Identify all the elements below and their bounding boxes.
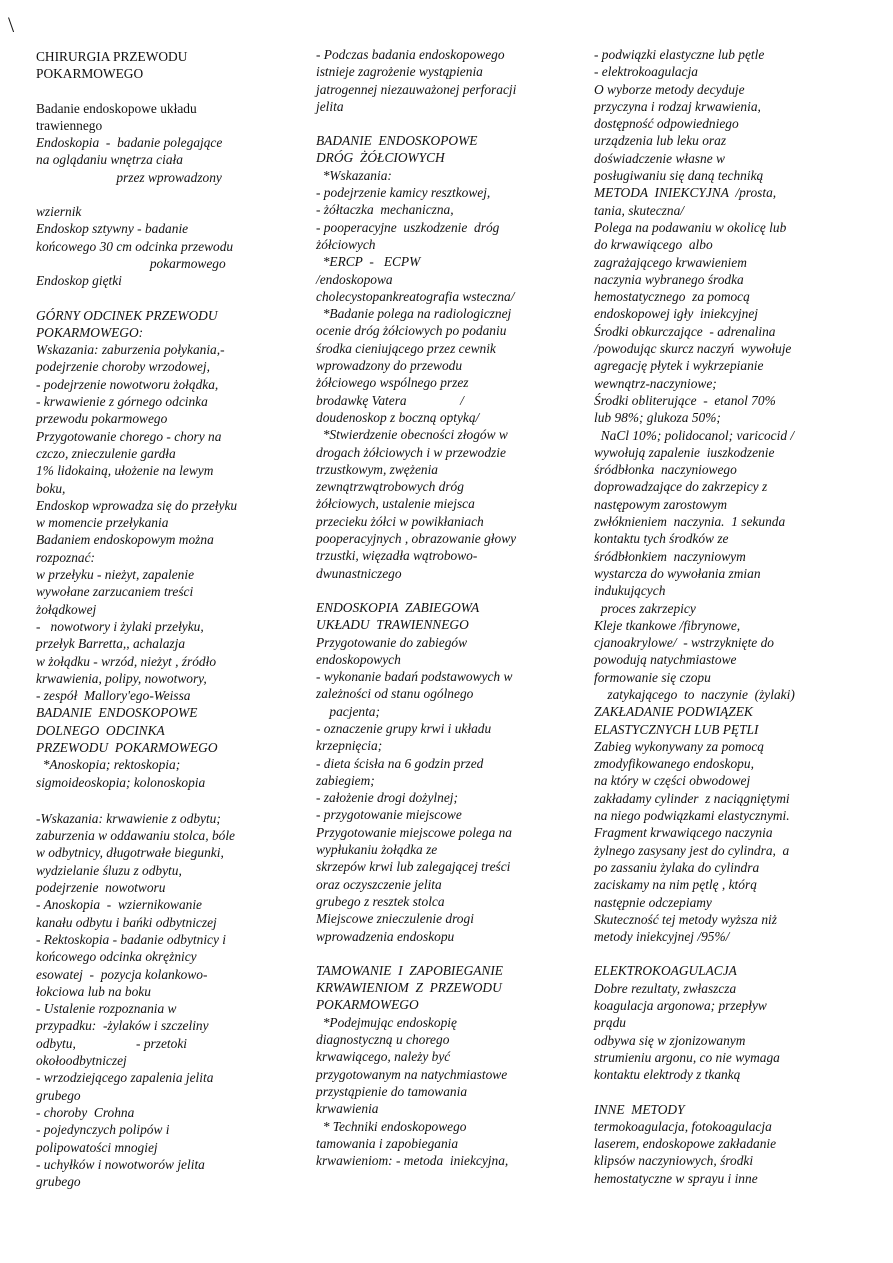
text-line: wydzielanie śluzu z odbytu, xyxy=(36,862,182,878)
text-line: grubego xyxy=(36,1087,81,1103)
text-line: zakładamy cylinder z naciągniętymi xyxy=(594,790,790,806)
page-mark: \ xyxy=(8,12,15,37)
text-line: kontaktu tych środków ze xyxy=(594,531,729,547)
text-line: Przygotowanie do zabiegów xyxy=(316,634,468,650)
text-line: żółciowych, ustalenie miejsca xyxy=(316,496,475,512)
text-line: w odbytnicy, długotrwałe biegunki, xyxy=(36,845,224,861)
text-line: strumieniu argonu, co nie wymaga xyxy=(594,1049,780,1065)
text-line xyxy=(594,945,866,962)
text-line: - wykonanie badań podstawowych w xyxy=(316,669,513,685)
text-line xyxy=(36,186,286,203)
text-line: cjanoakrylowe/ - wstrzyknięte do xyxy=(594,635,774,651)
text-line: - krwawienie z górnego odcinka xyxy=(36,394,208,410)
text-line xyxy=(36,290,286,307)
text-line: Środki obkurczające - adrenalina xyxy=(594,323,776,339)
text-line: ocenie dróg żółciowych po podaniu xyxy=(316,323,507,339)
text-line: prądu xyxy=(594,1015,626,1031)
text-line: UKŁADU TRAWIENNEGO xyxy=(316,617,469,633)
text-column-1 xyxy=(36,48,286,1190)
text-line: NaCl 10%; polidocanol; varicocid / xyxy=(594,427,795,443)
text-line: zmodyfikowanego endoskopu, xyxy=(594,756,754,772)
text-line: TAMOWANIE I ZAPOBIEGANIE xyxy=(316,962,503,978)
text-line: sigmoideoskopia; kolonoskopia xyxy=(36,774,206,790)
text-line: DOLNEGO ODCINKA xyxy=(36,722,165,738)
text-line xyxy=(36,791,286,810)
text-line: Endoskop wprowadza się do przełyku xyxy=(36,497,238,513)
text-line: krwawiącego, należy być xyxy=(316,1049,451,1065)
text-line: przypadku: -żylaków i szczeliny xyxy=(36,1018,209,1034)
text-line: - nowotwory i żylaki przełyku, xyxy=(36,618,204,634)
text-line: Endoskop giętki xyxy=(36,273,122,289)
text-line: - podejrzenie kamicy resztkowej, xyxy=(316,185,491,201)
text-line: istnieje zagrożenie wystąpienia xyxy=(316,64,483,80)
text-line: przygotowanym na natychmiastowe xyxy=(316,1066,508,1082)
text-line: Miejscowe znieczulenie drogi xyxy=(316,911,474,927)
text-line: na który w części obwodowej xyxy=(594,773,751,789)
text-line: ELASTYCZNYCH LUB PĘTLI xyxy=(594,721,759,737)
text-line: końcowego odcinka okrężnicy xyxy=(36,949,197,965)
text-line: wywołują zapalenie iuszkodzenie xyxy=(594,444,775,460)
text-line: - elektrokoagulacja xyxy=(594,64,698,80)
text-line: Kleje tkankowe /fibrynowe, xyxy=(594,617,741,633)
text-line: lub 98%; glukoza 50%; xyxy=(594,410,721,426)
text-line: - Rektoskopia - badanie odbytnicy i xyxy=(36,931,227,947)
text-line: środka cieniującego przez cewnik xyxy=(316,340,496,356)
text-line: zatykającego to naczynie (żylaki) xyxy=(594,686,795,702)
text-line: drogach żółciowych i w przewodzie xyxy=(316,444,506,460)
text-line: pokarmowego xyxy=(36,255,226,271)
text-line: doświadczenie własne w xyxy=(594,150,725,166)
text-line: dostępność odpowiedniego xyxy=(594,116,739,132)
text-line: diagnostyczną u chorego xyxy=(316,1032,450,1048)
text-line: wewnątrz-naczyniowe; xyxy=(594,375,717,391)
text-line: Przygotowanie chorego - chory na xyxy=(36,428,222,444)
text-line: - założenie drogi dożylnej; xyxy=(316,790,458,806)
text-line: O wyborze metody decyduje xyxy=(594,81,745,97)
text-line: BADANIE ENDOSKOPOWE xyxy=(36,705,198,721)
text-line: agregację płytek i wykrzepianie xyxy=(594,358,764,374)
text-line: 1% lidokainą, ułożenie na lewym xyxy=(36,463,214,479)
text-line: brodawkę Vatera / xyxy=(316,392,464,408)
text-line: hemostatycznego za pomocą xyxy=(594,289,750,305)
text-line: - uchyłków i nowotworów jelita xyxy=(36,1156,205,1172)
text-line: - Ustalenie rozpoznania w xyxy=(36,1001,177,1017)
text-line: metody iniekcyjnej /95%/ xyxy=(594,929,730,945)
text-line: PRZEWODU POKARMOWEGO xyxy=(36,739,218,755)
text-line: Skuteczność tej metody wyższa niż xyxy=(594,911,777,927)
text-line: *Anoskopia; rektoskopia; xyxy=(36,757,181,773)
text-line xyxy=(594,1084,866,1101)
text-line: ELEKTROKOAGULACJA xyxy=(594,963,737,979)
text-line: Badanie endoskopowe układu xyxy=(36,100,197,116)
text-line: kanału odbytu i bańki odbytniczej xyxy=(36,914,217,930)
text-line: grubego z resztek stolca xyxy=(316,893,445,909)
text-line: następowym zarostowym xyxy=(594,496,728,512)
text-line: tamowania i zapobiegania xyxy=(316,1135,459,1151)
text-line: GÓRNY ODCINEK PRZEWODU xyxy=(36,307,218,323)
text-line: * Techniki endoskopowego xyxy=(316,1118,467,1134)
text-line: urządzenia lub leku oraz xyxy=(594,133,727,149)
text-line: w momencie przełykania xyxy=(36,515,169,531)
text-line: przecieku żółci w powikłaniach xyxy=(316,513,484,529)
text-line: końcowego 30 cm odcinka przewodu xyxy=(36,238,234,254)
text-line: wystarcza do wywołania zmian xyxy=(594,565,761,581)
text-line: - zespół Mallory'ego-Weissa xyxy=(36,688,191,704)
text-line: Zabieg wykonywany za pomocą xyxy=(594,738,764,754)
text-line: okołoodbytniczej xyxy=(36,1053,127,1069)
text-line: endoskopowych xyxy=(316,651,401,667)
text-line: Środki obliterujące - etanol 70% xyxy=(594,392,776,408)
text-line: *Badanie polega na radiologicznej xyxy=(316,306,512,322)
text-line: łokciowa lub na boku xyxy=(36,983,151,999)
text-line: jatrogennej niezauważonej perforacji xyxy=(316,81,517,97)
text-line: dwunastniczego xyxy=(316,565,402,581)
text-line: - dieta ścisła na 6 godzin przed xyxy=(316,755,484,771)
text-line: przewodu pokarmowego xyxy=(36,411,168,427)
text-line: INNE METODY xyxy=(594,1101,685,1117)
text-line: DRÓG ŻÓŁCIOWYCH xyxy=(316,150,445,166)
text-line: termokoagulacja, fotokoagulacja xyxy=(594,1118,772,1134)
text-line: trzustkowym, zwężenia xyxy=(316,461,438,477)
text-line: POKARMOWEGO xyxy=(316,997,419,1013)
text-line: - Podczas badania endoskopowego xyxy=(316,47,505,62)
text-line: kontaktu elektrody z tkanką xyxy=(594,1067,741,1083)
text-line: - podejrzenie nowotworu żołądka, xyxy=(36,376,219,392)
text-line: zwłóknieniem naczynia. 1 sekunda xyxy=(594,514,786,530)
text-line: podejrzenie choroby wrzodowej, xyxy=(36,359,210,375)
text-line: POKARMOWEGO: xyxy=(36,324,144,340)
text-line: zaciskamy na nim pętlę , którą xyxy=(594,877,757,893)
text-line: wziernik xyxy=(36,204,82,220)
text-line: cholecystopankreatografia wsteczna/ xyxy=(316,288,515,304)
text-line: boku, xyxy=(36,480,66,496)
text-line: *Stwierdzenie obecności złogów w xyxy=(316,427,508,443)
text-line: klipsów naczyniowych, środki xyxy=(594,1153,754,1169)
text-line: CHIRURGIA PRZEWODU xyxy=(36,49,188,64)
text-line: -Wskazania: krwawienie z odbytu; xyxy=(36,810,221,826)
text-line: żółciowych xyxy=(316,236,376,252)
text-line: zewnątrzwątrobowych dróg xyxy=(316,479,464,495)
text-line: do krwawiącego albo xyxy=(594,237,713,253)
text-line: ENDOSKOPIA ZABIEGOWA xyxy=(316,599,480,615)
text-line: tania, skuteczna/ xyxy=(594,202,685,218)
text-line: - wrzodziejącego zapalenia jelita xyxy=(36,1070,214,1086)
text-line: Endoskop sztywny - badanie xyxy=(36,221,189,237)
text-line: trawiennego xyxy=(36,117,103,133)
text-line: krzepnięcia; xyxy=(316,738,383,754)
text-line: doprowadzające do zakrzepicy z xyxy=(594,479,768,495)
text-line: zaburzenia w oddawaniu stolca, bóle xyxy=(36,828,236,844)
text-line: /endoskopowa xyxy=(316,271,393,287)
text-line: polipowatości mnogiej xyxy=(36,1139,158,1155)
text-line: trzustki, więzadła wątrobowo- xyxy=(316,548,478,564)
text-line: rozpoznać: xyxy=(36,549,96,565)
text-line: *ERCP - ECPW xyxy=(316,254,421,270)
text-line: Wskazania: zaburzenia połykania,- xyxy=(36,342,225,358)
text-line: na oglądaniu wnętrza ciała xyxy=(36,152,183,168)
text-line: Fragment krwawiącego naczynia xyxy=(594,825,773,841)
text-line: przez wprowadzony xyxy=(36,169,222,185)
text-line: doudenoskop z boczną optyką/ xyxy=(316,409,480,425)
text-line xyxy=(316,582,576,599)
text-line: esowatej - pozycja kolankowo- xyxy=(36,966,208,982)
text-line: - żółtaczka mechaniczna, xyxy=(316,202,454,218)
text-line: *Podejmując endoskopię xyxy=(316,1014,457,1030)
text-line: żylnego zasysany jest do cylindra, a xyxy=(594,842,790,858)
text-line: posługiwaniu się daną techniką xyxy=(594,168,764,184)
text-line: koagulacja argonowa; przepływ xyxy=(594,998,767,1014)
text-line: zabiegiem; xyxy=(316,772,375,788)
text-line: laserem, endoskopowe zakładanie xyxy=(594,1136,777,1152)
text-line: Polega na podawaniu w okolicę lub xyxy=(594,219,787,235)
text-line: wypłukaniu żołądka ze xyxy=(316,842,438,858)
text-line: przełyk Barretta,, achalazja xyxy=(36,636,186,652)
text-line: - choroby Crohna xyxy=(36,1104,135,1120)
text-line: Dobre rezultaty, zwłaszcza xyxy=(594,980,737,996)
text-line: - podwiązki elastyczne lub pętle xyxy=(594,47,765,62)
text-line: krwawieniom: - metoda iniekcyjna, xyxy=(316,1153,509,1169)
text-line: indukujących xyxy=(594,583,666,599)
text-column-2 xyxy=(316,46,576,1169)
text-line: wprowadzony do przewodu xyxy=(316,358,463,374)
text-line: POKARMOWEGO xyxy=(36,66,144,82)
text-line: pacjenta; xyxy=(316,703,380,719)
text-line: - oznaczenie grupy krwi i układu xyxy=(316,720,492,736)
text-line: hemostatyczne w sprayu i inne xyxy=(594,1170,758,1186)
text-line: - pojedynczych polipów i xyxy=(36,1122,170,1138)
text-line: ZAKŁADANIE PODWIĄZEK xyxy=(594,704,753,720)
text-line: wywołane zarzucaniem treści xyxy=(36,584,194,600)
text-line: na niego podwiązkami elastycznymi. xyxy=(594,808,790,824)
text-line: wprowadzenia endoskopu xyxy=(316,928,455,944)
text-line xyxy=(316,115,576,132)
text-line: KRWAWIENIOM Z PRZEWODU xyxy=(316,980,502,996)
text-line: krwawienia, polipy, nowotwory, xyxy=(36,670,207,686)
text-line: grubego xyxy=(36,1174,81,1190)
text-line xyxy=(36,83,286,100)
text-column-3 xyxy=(594,46,866,1187)
text-line: śródbłonka naczyniowego xyxy=(594,462,737,478)
text-line: krwawienia xyxy=(316,1101,379,1117)
text-line: oraz oczyszczenie jelita xyxy=(316,876,442,892)
text-line: skrzepów krwi lub zalegającej treści xyxy=(316,859,511,875)
text-line: zależności od stanu ogólnego xyxy=(316,686,474,702)
text-line: odbywa się w zjonizowanym xyxy=(594,1032,746,1048)
text-line: proces zakrzepicy xyxy=(594,600,696,616)
text-line: po zassaniu żylaka do cylindra xyxy=(594,859,760,875)
text-line: Endoskopia - badanie polegające xyxy=(36,135,223,151)
text-line: - przygotowanie miejscowe xyxy=(316,807,462,823)
text-line: formowanie się czopu xyxy=(594,669,711,685)
text-line: *Wskazania: xyxy=(316,167,392,183)
text-line xyxy=(316,945,576,962)
text-line: w żołądku - wrzód, nieżyt , źródło xyxy=(36,653,217,669)
text-line: czczo, znieczulenie gardła xyxy=(36,445,176,461)
text-line: żołądkowej xyxy=(36,601,97,617)
text-line: przyczyna i rodzaj krwawienia, xyxy=(594,98,761,114)
text-line: następnie odczepiamy xyxy=(594,894,712,910)
text-line: pooperacyjnych , obrazowanie głowy xyxy=(316,531,517,547)
text-line: odbytu, - przetoki xyxy=(36,1035,187,1051)
text-line: BADANIE ENDOSKOPOWE xyxy=(316,133,478,149)
text-line: naczynia wybranego środka xyxy=(594,271,744,287)
text-line: endoskopowej igły iniekcyjnej xyxy=(594,306,758,322)
text-line: /powodując skurcz naczyń wywołuje xyxy=(594,341,792,357)
text-line: Badaniem endoskopowym można xyxy=(36,532,214,548)
text-line: jelita xyxy=(316,98,344,114)
text-line: powodują natychmiastowe xyxy=(594,652,737,668)
text-line: żółciowego wspólnego przez xyxy=(316,375,469,391)
text-line: METODA INIEKCYJNA /prosta, xyxy=(594,185,777,201)
text-line: - Anoskopia - wziernikowanie xyxy=(36,897,203,913)
text-line: przystąpienie do tamowania xyxy=(316,1083,468,1099)
text-line: w przełyku - nieżyt, zapalenie xyxy=(36,567,195,583)
text-line: - pooperacyjne uszkodzenie dróg xyxy=(316,219,500,235)
text-line: zagrażającego krwawieniem xyxy=(594,254,747,270)
text-line: podejrzenie nowotworu xyxy=(36,880,166,896)
text-line: Przygotowanie miejscowe polega na xyxy=(316,824,512,840)
text-line: śródbłonkiem naczyniowym xyxy=(594,548,746,564)
